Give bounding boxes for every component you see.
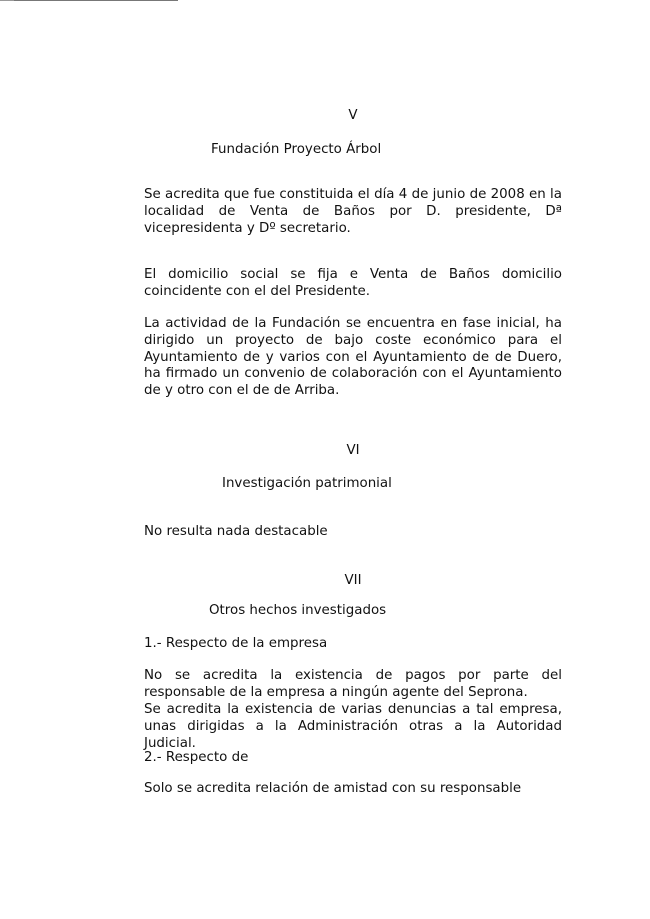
- item-1-heading: 1.- Respecto de la empresa: [144, 636, 328, 651]
- paragraph-foundation-constitution: Se acredita que fue constituida el día 4 de junio de 2008 en la localidad de Venta de Baños por D. presidente, Dª vicepresidenta y Dº secretario.: [144, 187, 562, 236]
- paragraph-patrimonial-result: No resulta nada destacable: [144, 524, 328, 539]
- item-2-heading: 2.- Respecto de: [144, 750, 249, 765]
- section-title-v: Fundación Proyecto Árbol: [211, 142, 382, 157]
- section-number-vi: VI: [346, 443, 360, 458]
- section-title-vii: Otros hechos investigados: [209, 603, 387, 618]
- section-title-vi: Investigación patrimonial: [222, 476, 392, 491]
- section-number-v: V: [348, 108, 358, 123]
- section-number-vii: VII: [344, 573, 362, 588]
- top-rule: [0, 0, 178, 2]
- item-2-line-1: Solo se acredita relación de amistad con su responsable: [144, 781, 522, 796]
- item-1-line-1: No se acredita la existencia de pagos por parte del responsable de la empresa a ningún agente del Seprona.: [144, 668, 562, 700]
- item-1-line-2: Se acredita la existencia de varias denuncias a tal empresa, unas dirigidas a la Administración otras a la Autoridad Judicial.: [144, 702, 562, 751]
- paragraph-foundation-activity: La actividad de la Fundación se encuentra en fase inicial, ha dirigido un proyecto de bajo coste económico para el Ayuntamiento de y varios con el Ayuntamiento de de Duero, ha firmado un convenio de colaboración con el Ayuntamiento de y otro con el de de Arriba.: [144, 316, 562, 399]
- paragraph-foundation-domicile: El domicilio social se fija e Venta de Baños domicilio coincidente con el del Presidente.: [144, 267, 562, 299]
